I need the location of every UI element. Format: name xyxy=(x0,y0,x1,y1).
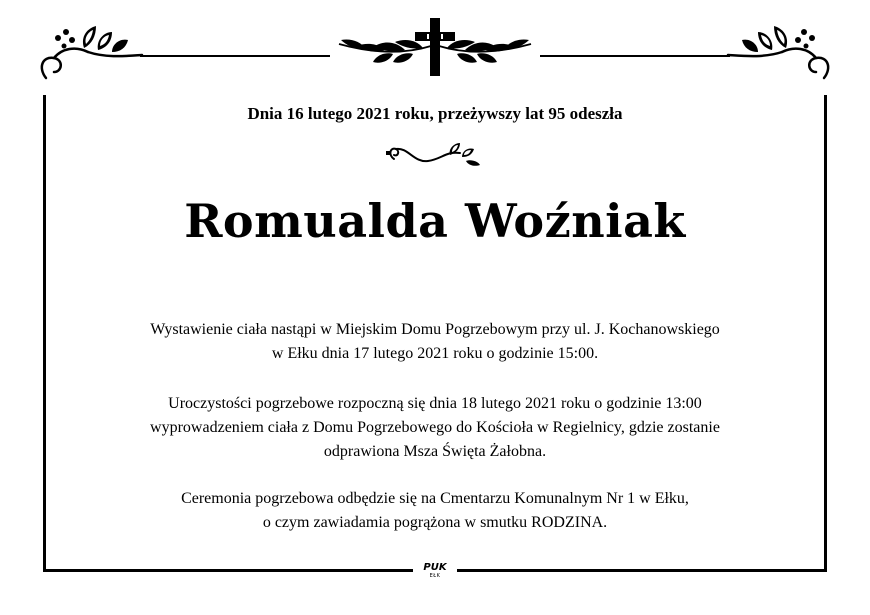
ceremony-paragraph xyxy=(0,392,870,464)
viewing-line-1: Wystawienie ciała nastąpi w Miejskim Domu Pogrzebowym przy ul. J. Kochanowskiego xyxy=(150,321,720,338)
ceremony-line-2: wyprowadzeniem ciała z Domu Pogrzebowego do Kościoła w Regielnicy, gdzie zostanie xyxy=(150,419,720,436)
vine-swirl-icon xyxy=(384,141,488,167)
viewing-line-2: w Ełku dnia 17 lutego 2021 roku o godzinie 15:00. xyxy=(271,345,599,362)
floral-scroll-icon xyxy=(36,18,146,88)
frame-bottom-line-right xyxy=(457,569,827,572)
frame-bottom-line-left xyxy=(43,569,413,572)
death-announcement-headline: Dnia 16 lutego 2021 roku, przeżywszy lat 95 odeszła xyxy=(247,104,623,123)
burial-line-2: o czym zawiadamia pogrążona w smutku RODZINA. xyxy=(262,514,608,531)
cross-with-laurel-icon xyxy=(335,14,535,80)
deceased-name: Romualda Woźniak xyxy=(184,194,686,248)
frame-top-line-left xyxy=(140,55,330,57)
ceremony-line-3: odprawiona Msza Święta Żałobna. xyxy=(323,443,547,460)
viewing-paragraph xyxy=(0,318,870,366)
burial-paragraph xyxy=(0,487,870,535)
logo-main-text: PUK xyxy=(423,562,447,573)
floral-scroll-icon xyxy=(724,18,834,88)
puk-logo xyxy=(420,563,450,579)
ceremony-line-1: Uroczystości pogrzebowe rozpoczną się dnia 18 lutego 2021 roku o godzinie 13:00 xyxy=(168,395,702,412)
frame-top-line-right xyxy=(540,55,730,57)
burial-line-1: Ceremonia pogrzebowa odbędzie się na Cmentarzu Komunalnym Nr 1 w Ełku, xyxy=(181,490,689,507)
logo-sub-text: EŁK xyxy=(429,573,441,579)
